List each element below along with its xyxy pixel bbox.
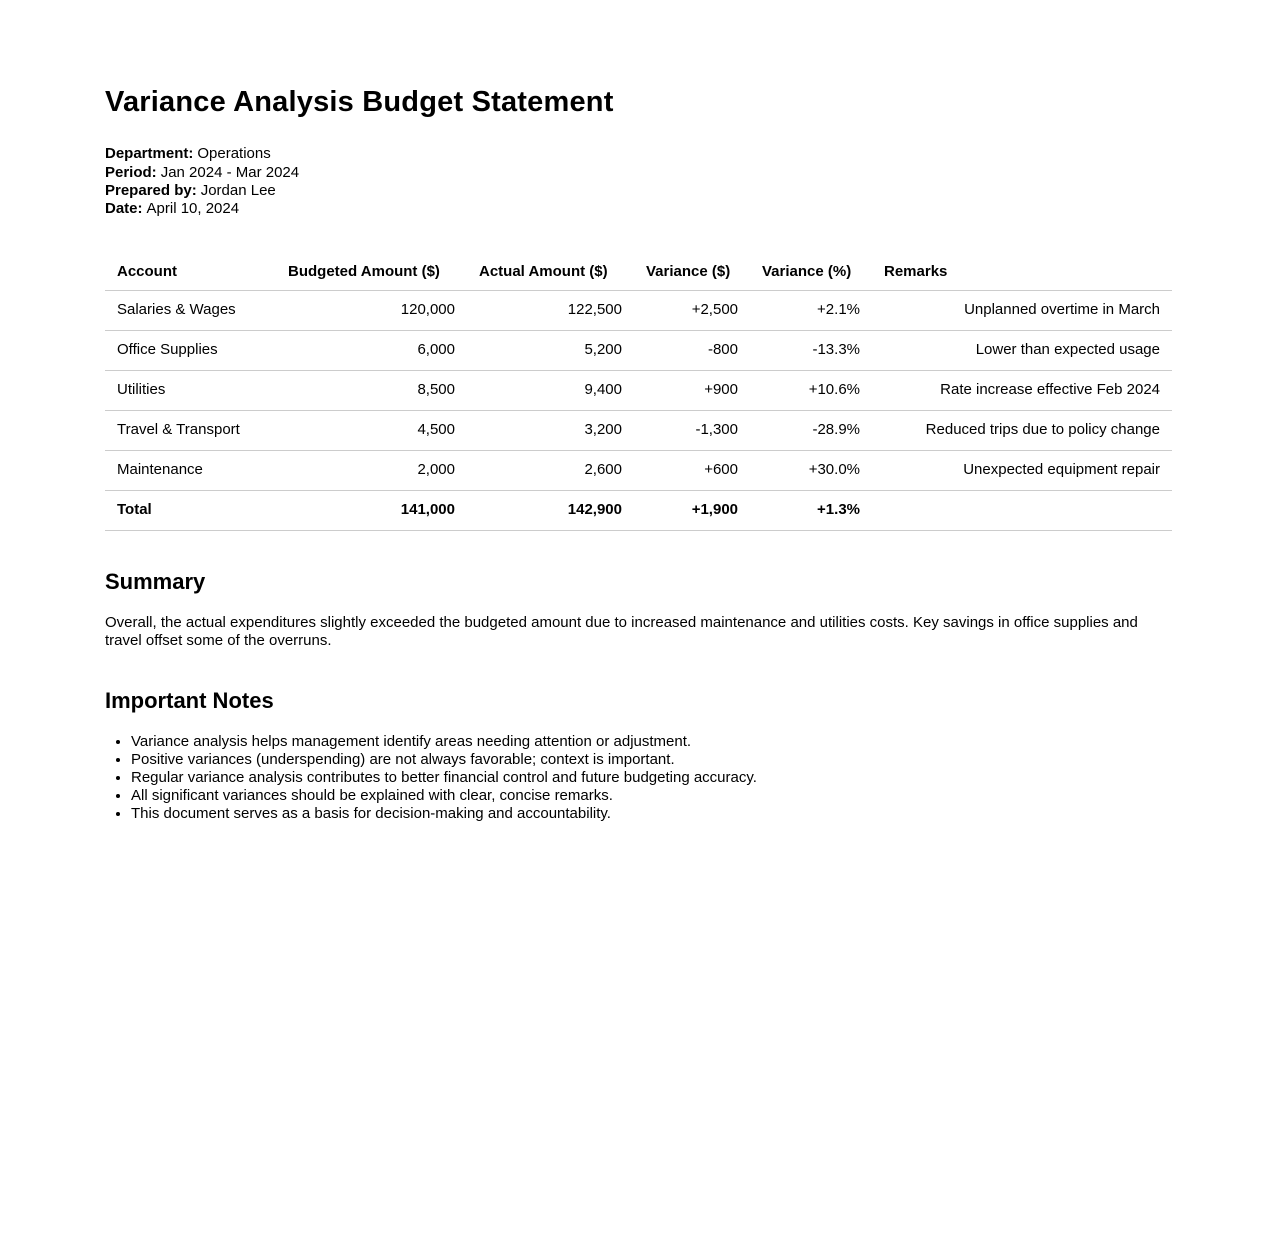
cell-variance-percent: +2.1% [750, 290, 872, 330]
meta-period [105, 164, 1172, 182]
cell-remarks: Unplanned overtime in March [872, 290, 1172, 330]
cell-actual: 122,500 [467, 290, 634, 330]
cell-remarks: Unexpected equipment repair [872, 450, 1172, 490]
table-total-row [105, 490, 1172, 530]
column-header-actual: Actual Amount ($) [467, 255, 634, 291]
cell-actual: 142,900 [467, 490, 634, 530]
column-header-variance-percent: Variance (%) [750, 255, 872, 291]
meta-prepared-by-label: Prepared by: [105, 181, 197, 199]
cell-remarks [872, 490, 1172, 530]
variance-table [105, 255, 1172, 531]
cell-account: Salaries & Wages [105, 290, 276, 330]
column-header-account: Account [105, 255, 276, 291]
table-body [105, 290, 1172, 530]
cell-account: Maintenance [105, 450, 276, 490]
column-header-remarks: Remarks [872, 255, 1172, 291]
cell-remarks: Rate increase effective Feb 2024 [872, 370, 1172, 410]
meta-date-value: April 10, 2024 [146, 200, 240, 218]
cell-budgeted: 141,000 [276, 490, 467, 530]
note-item: • This document serves as a basis for decision-making and accountability. [131, 805, 1172, 823]
cell-variance-percent: +1.3% [750, 490, 872, 530]
meta-date [105, 200, 1172, 218]
cell-account: Office Supplies [105, 330, 276, 370]
meta-department [105, 145, 1172, 163]
meta-prepared-by [105, 182, 1172, 200]
summary-text: Overall, the actual expenditures slightly exceeded the budgeted amount due to increased maintenance and utilities costs. Key savings in office supplies and travel offset some of the overruns. [105, 613, 1138, 649]
table-row [105, 290, 1172, 330]
cell-budgeted: 8,500 [276, 370, 467, 410]
cell-account: Total [105, 490, 276, 530]
cell-account: Travel & Transport [105, 410, 276, 450]
cell-variance-amount: -800 [634, 330, 750, 370]
cell-budgeted: 120,000 [276, 290, 467, 330]
cell-actual: 9,400 [467, 370, 634, 410]
table-row [105, 450, 1172, 490]
cell-actual: 2,600 [467, 450, 634, 490]
meta-department-value: Operations [197, 145, 271, 163]
notes-heading: Important Notes [105, 687, 274, 713]
note-item: • Variance analysis helps management identify areas needing attention or adjustment. [131, 733, 1172, 751]
cell-budgeted: 2,000 [276, 450, 467, 490]
table-row [105, 370, 1172, 410]
meta-block [105, 145, 1172, 218]
cell-variance-amount: -1,300 [634, 410, 750, 450]
table-header-row [105, 255, 1172, 291]
cell-variance-amount: +900 [634, 370, 750, 410]
meta-department-label: Department: [105, 145, 194, 163]
cell-variance-percent: -28.9% [750, 410, 872, 450]
cell-variance-percent: +30.0% [750, 450, 872, 490]
cell-actual: 5,200 [467, 330, 634, 370]
meta-prepared-by-value: Jordan Lee [200, 181, 276, 199]
note-item: • Regular variance analysis contributes to better financial control and future budgeting accuracy. [131, 769, 1172, 787]
table-header [105, 255, 1172, 291]
cell-variance-percent: -13.3% [750, 330, 872, 370]
cell-actual: 3,200 [467, 410, 634, 450]
meta-period-label: Period: [105, 163, 157, 181]
cell-remarks: Lower than expected usage [872, 330, 1172, 370]
cell-variance-amount: +2,500 [634, 290, 750, 330]
table-row [105, 410, 1172, 450]
cell-budgeted: 6,000 [276, 330, 467, 370]
cell-budgeted: 4,500 [276, 410, 467, 450]
table-row [105, 330, 1172, 370]
note-item: • All significant variances should be explained with clear, concise remarks. [131, 787, 1172, 805]
meta-period-value: Jan 2024 - Mar 2024 [160, 163, 300, 181]
cell-variance-amount: +600 [634, 450, 750, 490]
page-title: Variance Analysis Budget Statement [105, 86, 614, 118]
cell-account: Utilities [105, 370, 276, 410]
notes-list [105, 733, 1172, 822]
cell-variance-amount: +1,900 [634, 490, 750, 530]
cell-variance-percent: +10.6% [750, 370, 872, 410]
meta-date-label: Date: [105, 200, 143, 218]
note-item: • Positive variances (underspending) are not always favorable; context is important. [131, 751, 1172, 769]
summary-heading: Summary [105, 568, 206, 594]
column-header-budgeted: Budgeted Amount ($) [276, 255, 467, 291]
column-header-variance-amount: Variance ($) [634, 255, 750, 291]
cell-remarks: Reduced trips due to policy change [872, 410, 1172, 450]
